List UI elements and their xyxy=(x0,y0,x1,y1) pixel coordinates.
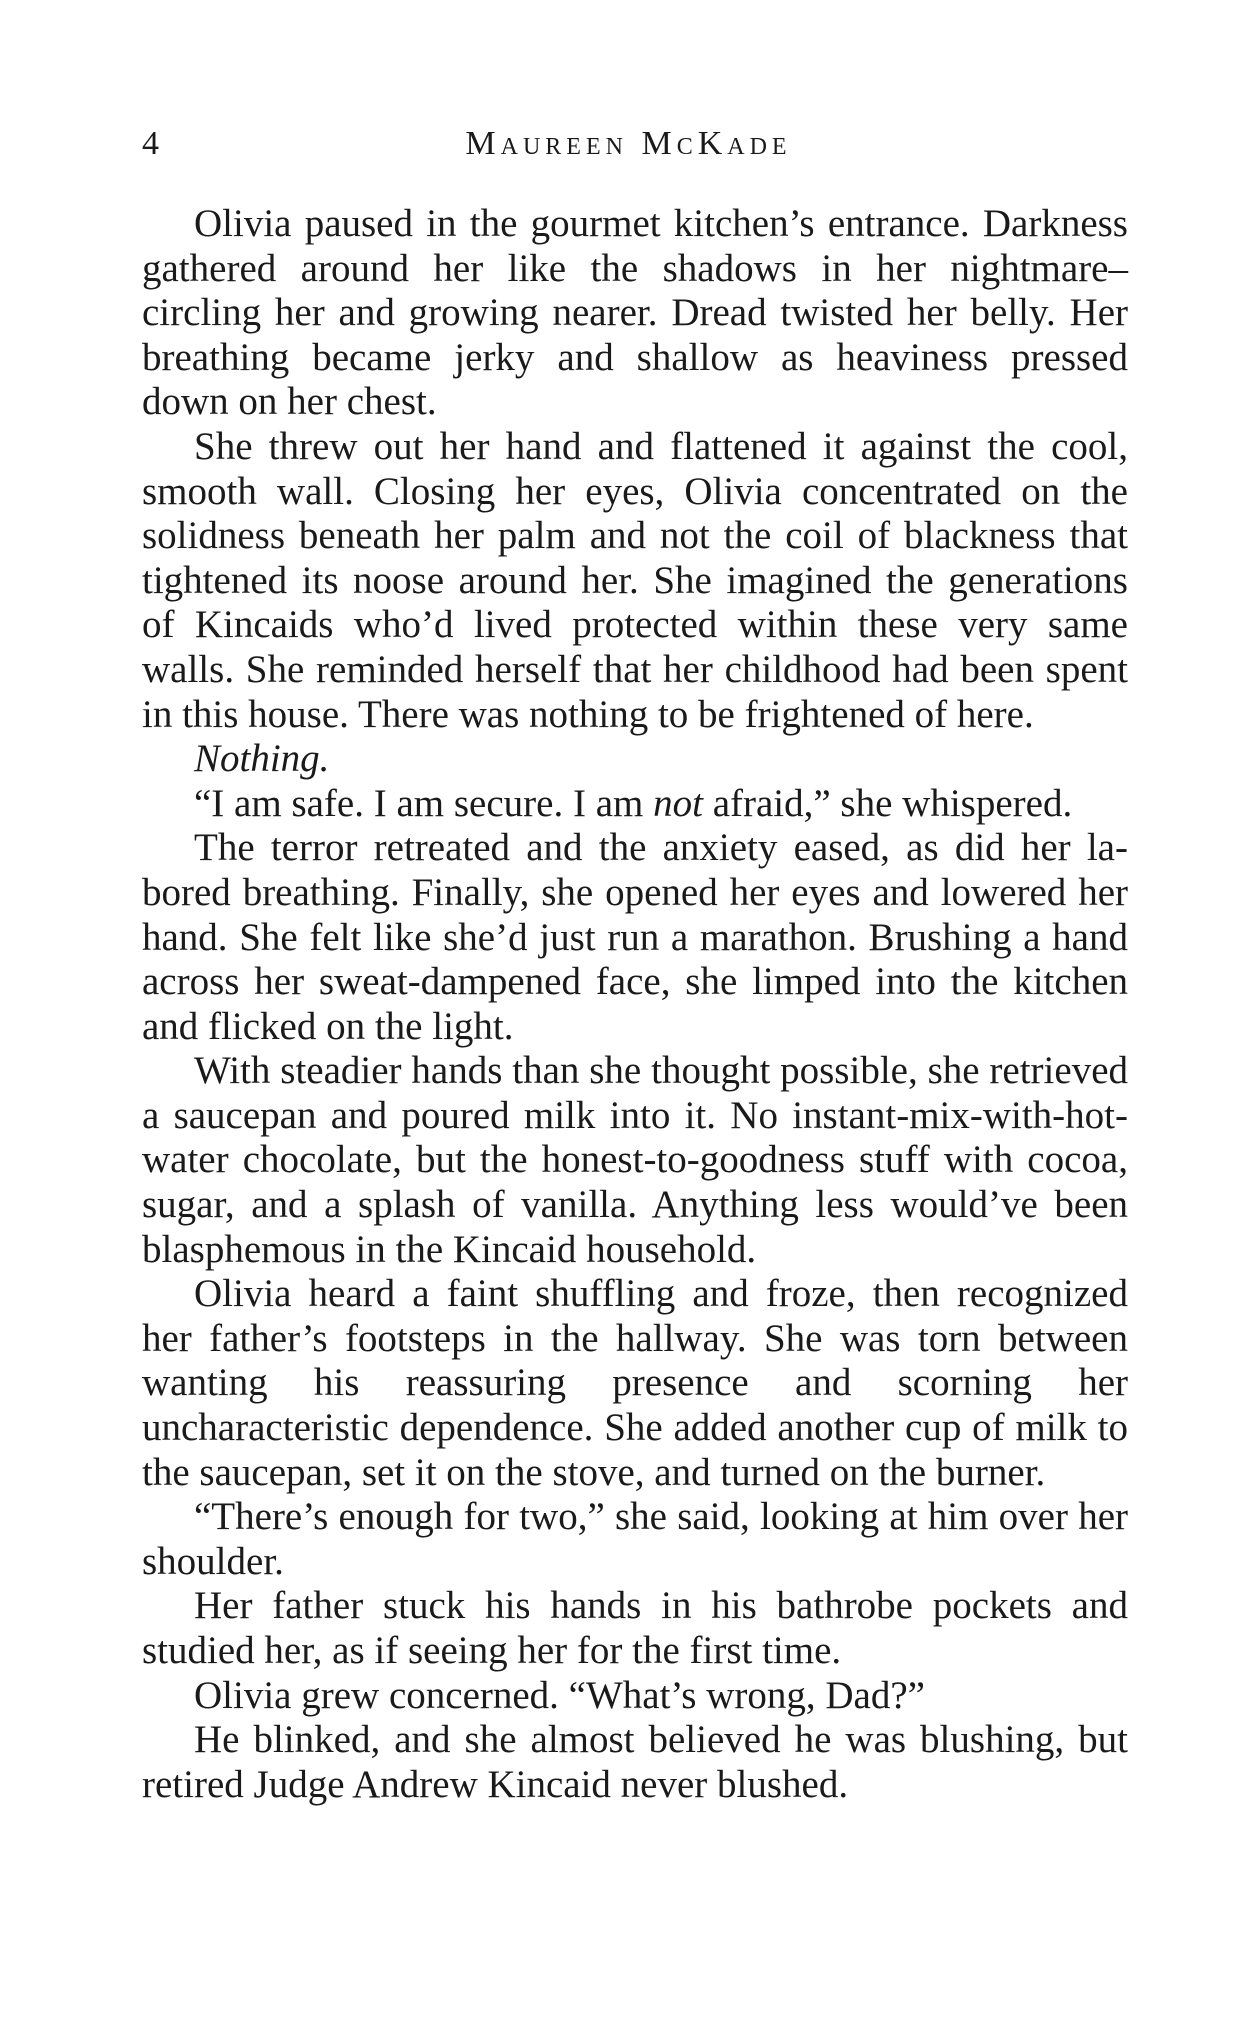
emphasis-text: Nothing. xyxy=(194,737,330,781)
paragraph: With steadier hands than she thought possible, she retrieved a saucepan and poured milk into it. No instant-mix-with-hot-water chocolate, but the honest-to-goodness stuff with cocoa, sugar, and a splash of vanilla. Anything less would’ve been blasphemous in the Kincaid household. xyxy=(142,1049,1128,1271)
emphasis-text: not xyxy=(653,781,703,825)
paragraph: Her father stuck his hands in his bathrobe pockets and studied her, as if seeing her for the first time. xyxy=(142,1584,1128,1672)
paragraph: She threw out her hand and flattened it against the cool, smooth wall. Closing her eyes, Olivia concentrated on the solidness beneath her palm and not the coil of blackness that tightened its noose around her. She imagined the generations of Kincaids who’d lived protected within these very same walls. She reminded herself that her childhood had been spent in this house. There was nothing to be frightened of here. xyxy=(142,424,1128,736)
paragraph: “There’s enough for two,” she said, looking at him over her shoulder. xyxy=(142,1495,1128,1583)
paragraph xyxy=(142,782,1128,827)
paragraph: Olivia grew concerned. “What’s wrong, Dad?” xyxy=(194,1673,925,1717)
paragraph-text: “I am safe. I am secure. I am xyxy=(194,781,654,825)
paragraph: Olivia heard a faint shuffling and froze, then recognized her father’s footsteps in the hallway. She was torn between wanting his reassuring presence and scorning her uncharacteristic dependence. She added another cup of milk to the saucepan, set it on the stove, and turned on the burner. xyxy=(142,1272,1128,1494)
paragraph: He blinked, and she almost believed he was blushing, but retired Judge Andrew Kincaid never blushed. xyxy=(142,1718,1128,1806)
running-head: Maureen McKade xyxy=(465,125,792,162)
page-number: 4 xyxy=(142,125,159,162)
paragraph xyxy=(142,737,1128,782)
body-text xyxy=(142,202,1128,1807)
paragraph-text: afraid,” she whispered. xyxy=(702,781,1073,825)
paragraph: The terror retreated and the anxiety eased, as did her labored breathing. Finally, she opened her eyes and lowered her hand. She felt like she’d just run a marathon. Brushing a hand across her sweat-dampened face, she limped into the kitchen and flicked on the light. xyxy=(142,826,1128,1048)
paragraph: Olivia paused in the gourmet kitchen’s entrance. Darkness gathered around her like the shadows in her nightmare–circling her and growing nearer. Dread twisted her belly. Her breathing became jerky and shallow as heaviness pressed down on her chest. xyxy=(142,202,1128,424)
